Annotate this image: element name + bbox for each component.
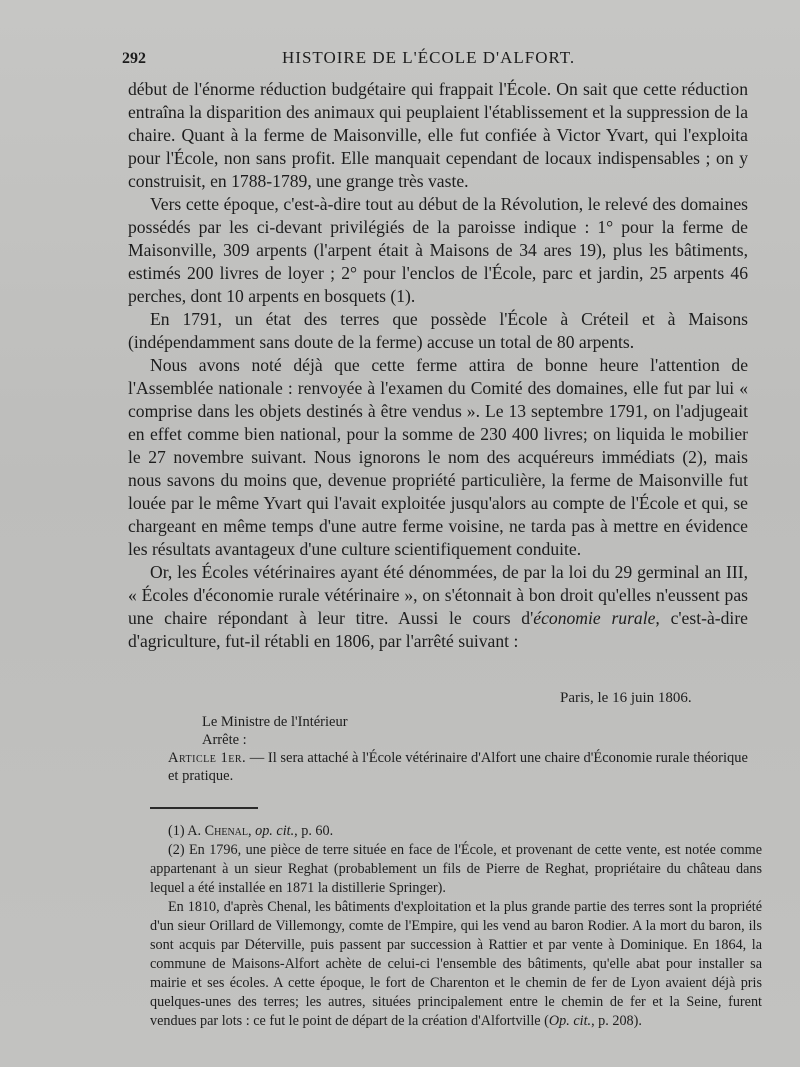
decree-minister: Le Ministre de l'Intérieur <box>202 714 348 730</box>
paragraph: En 1791, un état des terres que possède l'École à Créteil et à Maisons (indépendamment sans doute de la ferme) accuse un total de 80 arpents. <box>128 309 748 352</box>
running-title: HISTOIRE DE L'ÉCOLE D'ALFORT. <box>282 48 576 67</box>
page-header <box>122 48 760 68</box>
paragraph: début de l'énorme réduction budgétaire qui frappait l'École. On sait que cette réduction entraîna la disparition des animaux qui peuplaient l'établissement et la suppression de la chaire. Quant à la ferme de Maisonville, elle fut confiée à Victor Yvart, qui l'exploita pour l'École, non sans profit. Elle manquait cependant de locaux indispensables ; on y construisit, en 1788-1789, une grange très vaste. <box>128 79 748 191</box>
decree-date: Paris, le 16 juin 1806. <box>560 690 692 706</box>
footnote-divider <box>150 807 258 809</box>
footnote-author: Chenal <box>204 823 249 839</box>
footnote-text: , p. 208). <box>591 1013 642 1029</box>
article-label: Article 1er. <box>168 750 247 766</box>
paragraph-text: c'est-à-dire d'agriculture, fut-il rétabli en 1806, par l'arrêté suivant : <box>128 608 748 651</box>
decree-block <box>168 713 758 785</box>
footnote-text: , <box>248 823 256 839</box>
main-text <box>128 78 748 653</box>
footnote-citation: op. cit. <box>255 823 295 839</box>
page-number: 292 <box>122 50 146 67</box>
footnote-number: (1) A. <box>168 823 205 839</box>
footnotes <box>150 822 762 1031</box>
footnote <box>150 822 762 841</box>
decree-article <box>168 749 758 785</box>
footnote <box>150 898 762 1031</box>
article-text: — Il sera attaché à l'École vétérinaire d'Alfort une chaire d'Économie rurale théorique et pratique. <box>168 750 748 784</box>
decree-arrete: Arrête : <box>202 732 247 748</box>
paragraph <box>128 561 748 653</box>
paragraph: Vers cette époque, c'est-à-dire tout au début de la Révolution, le relevé des domaines possédés par les ci-devant privilégiés de la paroisse indique : 1° pour la ferme de Maisonville, 309 arpents (l'arpent était à Maisons de 34 ares 19), plus les bâtiments, estimés 200 livres de loyer ; 2° pour l'enclos de l'École, parc et jardin, 25 arpents 46 perches, dont 10 arpents en bosquets (1). <box>128 194 748 306</box>
footnote: (2) En 1796, une pièce de terre située en face de l'École, et provenant de cette vente, est notée comme appartenant à un sieur Reghat (probablement un fils de Pierre de Reghat, propriétaire du château dans lequel a été installée en 1871 la distillerie Springer). <box>150 842 762 896</box>
italic-term: économie rurale, <box>533 608 660 628</box>
footnote-citation: Op. cit. <box>548 1013 592 1029</box>
footnote-text: En 1810, d'après Chenal, les bâtiments d'exploitation et la plus grande partie des terres sont la propriété d'un sieur Orillard de Villemongy, comte de l'Empire, qui les vend au baron Rodier. A la mort du baron, ils sont acquis par Déterville, puis passent par succession à Rattier et par vente à Dominique. En 1864, la commune de Maisons-Alfort achète de celui-ci l'ensemble des bâtiments, qu'elle abat pour installer sa mairie et ses écoles. A cette époque, le fort de Charenton et le chemin de fer de Lyon avaient déjà pris quelques-unes des terres; les autres, situées principalement entre le chemin de fer et la Seine, furent vendues par lots : ce fut le point de départ de la création d'Alfortville ( <box>150 899 762 1029</box>
paragraph: Nous avons noté déjà que cette ferme attira de bonne heure l'attention de l'Assemblée nationale : renvoyée à l'examen du Comité des domaines, elle fut par lui « comprise dans les objets destinés à être vendus ». Le 13 septembre 1791, on l'adjugeait en effet comme bien national, pour la somme de 230 400 livres; on liquida le mobilier le 27 novembre suivant. Nous ignorons le nom des acquéreurs immédiats (2), mais nous savons du moins que, devenue propriété particulière, la ferme de Maisonville fut louée par le même Yvart qui l'avait exploitée jusqu'alors au compte de l'École et qui, se chargeant en même temps d'une autre ferme voisine, ne tarda pas à mettre en évidence les résultats avantageux d'une culture scientifiquement conduite. <box>128 355 748 559</box>
footnote-text: , p. 60. <box>294 823 334 839</box>
paragraph-text: Or, les Écoles vétérinaires ayant été dénommées, de par la loi du 29 germinal an III, « Écoles d'économie rurale vétérinaire », on s'étonnait à bon droit qu'elles n'eussent pas une chaire répondant à leur titre. Aussi le cours d' <box>128 562 748 628</box>
